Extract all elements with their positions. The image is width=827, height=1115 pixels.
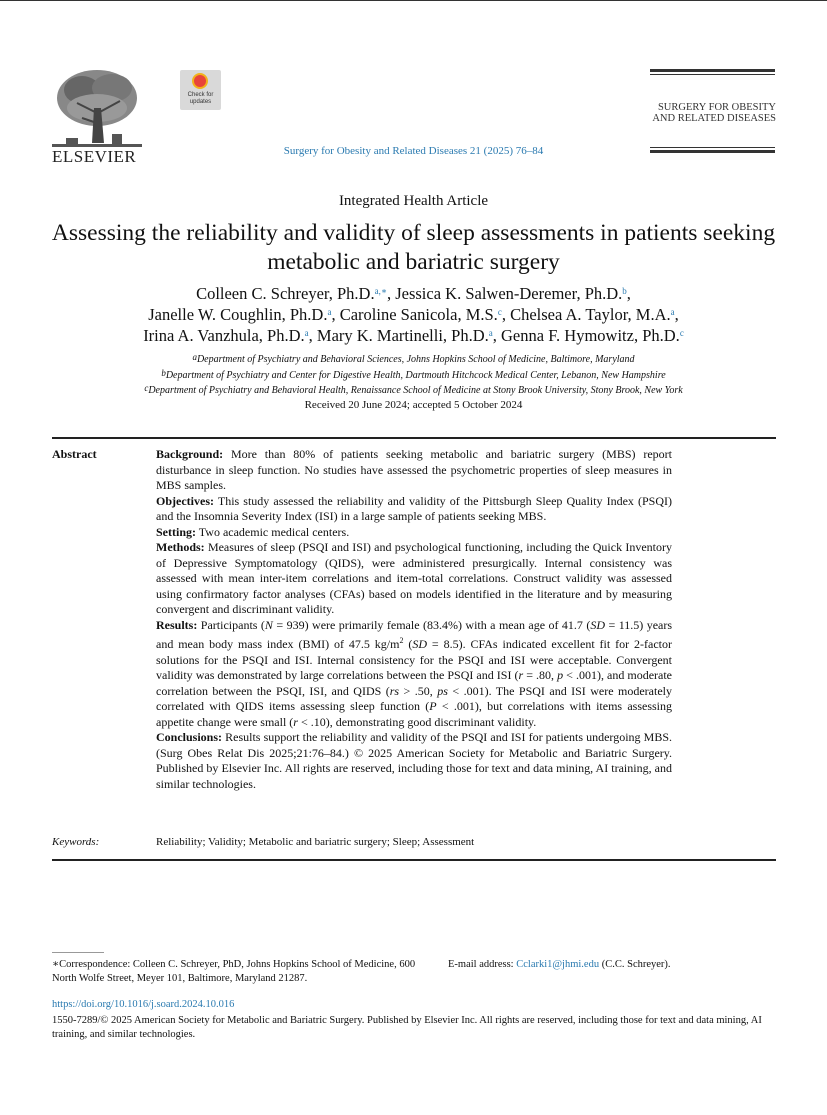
email-link[interactable]: Cclarki1@jhmi.edu (516, 959, 600, 970)
check-for-updates-badge[interactable] (180, 70, 221, 110)
author-affiliation-link[interactable]: b (622, 286, 627, 296)
journal-rule-top (650, 69, 775, 72)
correspondence-footnote: ∗Correspondence: Colleen C. Schreyer, PhD, Johns Hopkins School of Medicine, 600 North Wolfe Street, Meyer 101, Baltimore, Maryland 21287. (52, 959, 416, 984)
author-affiliation-link[interactable]: c (679, 328, 684, 338)
affiliation: $^b$Department of Psychiatry and Center for Digestive Health, Dartmouth Hitchcock Medical Center, Lebanon, New Hampshire (161, 367, 666, 381)
copyright-notice: 1550-7289/© 2025 American Society for Metabolic and Bariatric Surgery. Published by Elsevier Inc. All rights are reserved, including those for text and data mining, AI training, and similar technologies. (52, 1015, 762, 1040)
author-affiliation-link[interactable]: a (304, 328, 309, 338)
keywords-label: Keywords: (52, 836, 100, 848)
article-title: Assessing the reliability and validity of sleep assessments in patients seeking metabolic and bariatric surgery (51, 220, 776, 275)
author: Genna F. Hymowitz, Ph.D. (501, 326, 680, 345)
author: Chelsea A. Taylor, M.A. (510, 305, 671, 324)
keywords-list: Reliability; Validity; Metabolic and bariatric surgery; Sleep; Assessment (156, 836, 475, 848)
author: Mary K. Martinelli, Ph.D. (316, 326, 489, 345)
abstract-background: Background: More than 80% of patients seeking metabolic and bariatric surgery (MBS) report disturbance in sleep function. No studies have assessed the psychometric properties of sleep measures in MBS samples. (156, 447, 672, 492)
author-affiliation-link[interactable]: a (488, 328, 493, 338)
author-affiliation-link[interactable]: a (670, 307, 675, 317)
author: Caroline Sanicola, M.S. (339, 305, 498, 324)
abstract-rule-bottom (52, 859, 776, 861)
footnote-rule (52, 952, 104, 953)
abstract-label: Abstract (52, 447, 97, 461)
article-type: Integrated Health Article (338, 193, 489, 209)
author-affiliation-link[interactable]: a (327, 307, 332, 317)
abstract-results: Results: Participants (N = 939) were primarily female (83.4%) with a mean age of 41.7 (SD = 11.5) years and mean body mass index (BMI) of 47.5 $kg/m^2$ (SD = 8.5). CFAs indicated excellent fit for 2-factor solutions for the PSQI and ISI. Internal consistency for the PSQI and ISI were acceptable. Convergent validity was demonstrated by large correlations between the PSQI and ISI (r = .80, p < .001), and moderate correlation between the PSQI, ISI, and QIDS (rs > .50, ps < .001). The PSQI and ISI were moderately correlated with QIDS items assessing sleep function (P < .001), but correlations with items assessing appetite change were small (r < .10), demonstrating good discriminant validity. (156, 617, 673, 729)
author-affiliation-link[interactable]: c (497, 307, 502, 317)
journal-name: SURGERY FOR OBESITY AND RELATED DISEASES (652, 102, 776, 124)
author: Colleen C. Schreyer, Ph.D. (196, 284, 375, 303)
publisher-name: ELSEVIER (52, 147, 137, 166)
abstract-setting: Setting: Two academic medical centers. (156, 524, 350, 539)
affiliations (20, 352, 807, 399)
author: Jessica K. Salwen-Deremer, Ph.D. (395, 284, 623, 303)
author-list: Colleen C. Schreyer, Ph.D.$^{a,∗}$, Jessica K. Salwen-Deremer, Ph.D.$^b$, Janelle W. Coughlin, Ph.D.$^a$, Caroline Sanicola, M.S.$^c$, Chelsea A. Taylor, M.A.$^a$, Irina A. Vanzhula, Ph.D.$^a$, Mary K. Martinelli, Ph.D.$^a$, Genna F. Hymowitz, Ph.D.$^c$ (143, 284, 684, 345)
abstract-conclusions: Conclusions: Results support the reliability and validity of the PSQI and ISI for patients undergoing MBS. (Surg Obes Relat Dis 2025;21:76–84.) © 2025 American Society for Metabolic and Bariatric Surgery. Published by Elsevier Inc. All rights are reserved, including those for text and data mining, AI training, and similar technologies. (156, 730, 672, 791)
received-dates: Received 20 June 2024; accepted 5 October 2024 (304, 399, 523, 411)
update-icon (192, 73, 208, 89)
affiliation: $^a$Department of Psychiatry and Behavioral Sciences, Johns Hopkins School of Medicine, Baltimore, Maryland (192, 352, 635, 365)
author: Irina A. Vanzhula, Ph.D. (143, 326, 305, 345)
abstract-objectives: Objectives: This study assessed the reliability and validity of the Pittsburgh Sleep Quality Index (PSQI) and the Insomnia Severity Index (ISI) in a large sample of patients seeking MBS. (156, 493, 672, 523)
abstract-rule-top (52, 437, 776, 439)
badge-label: Check for updates (187, 92, 214, 105)
abstract-methods: Methods: Measures of sleep (PSQI and ISI) and psychological functioning, including the Quick Inventory of Depressive Symptomatology (QIDS), were administered presurgically. Internal consistency was assessed with mean inter-item correlations and item-total correlations. Construct validity was assessed using confirmatory factor analyses (CFAs) based on models identified in the literature and by measuring convergent and discriminant validity. (156, 540, 672, 616)
email-footnote: E-mail address: Cclarki1@jhmi.edu (C.C. Schreyer). (448, 959, 671, 970)
journal-reference[interactable]: Surgery for Obesity and Related Diseases 21 (2025) 76–84 (283, 145, 544, 157)
journal-rule-bottom (650, 150, 775, 153)
abstract-body (156, 447, 672, 792)
author: Janelle W. Coughlin, Ph.D. (148, 305, 328, 324)
journal-rule-top-thin (650, 74, 775, 75)
author-affiliation-link[interactable]: a,∗ (374, 286, 387, 296)
top-border (0, 0, 827, 1)
affiliation: $^c$Department of Psychiatry and Behavioral Health, Renaissance School of Medicine at Stony Brook University, Stony Brook, New York (144, 383, 683, 396)
journal-rule-bottom-thin (650, 147, 775, 148)
doi-link[interactable]: https://doi.org/10.1016/j.soard.2024.10.016 (52, 999, 235, 1010)
